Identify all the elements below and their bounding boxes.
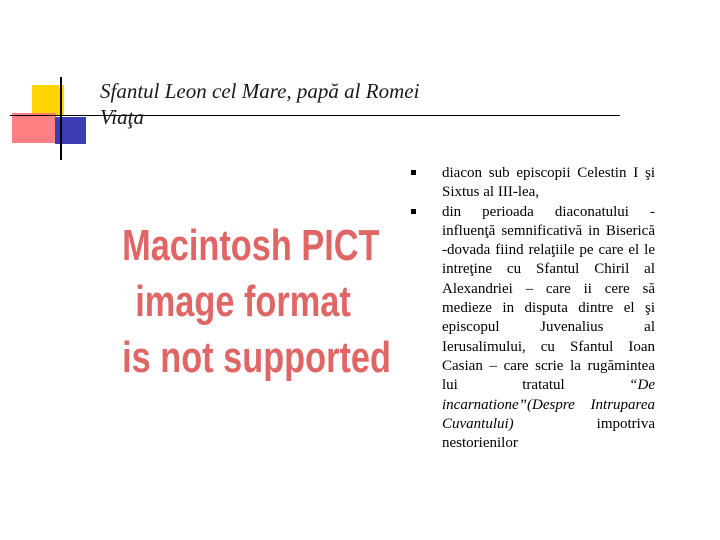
slide-title [100,78,419,130]
placeholder-line-3: is not supported [122,333,391,382]
title-line-2: Viaţa [100,105,144,129]
placeholder-line-2: image format [135,277,351,326]
list-item-text: diacon sub episcopii Celestin I şi Sixtus al III-lea, [442,165,655,201]
slide-logo-decoration [0,0,110,170]
bullet-icon [411,170,416,175]
list-item-tail: impotriva nestorienilor [442,415,655,452]
treatise-title: “De incarnatione”(Despre Intruparea Cuvantului) [442,377,655,432]
list-item [411,164,655,203]
red-square [12,113,56,143]
list-item [411,203,655,454]
title-line-1: Sfantul Leon cel Mare, papă al Romei [100,79,420,103]
vertical-rule [60,77,62,160]
placeholder-line-1: Macintosh PICT [122,221,380,270]
unsupported-image-placeholder [122,218,391,386]
list-item-text: din perioada diaconatului - influenţă semnificativă in Biserică -dovada fiind relaţiile pe care el le intreţine cu Sfantul Chiril al Alexandriei – care ii cere să medieze in disputa dintre el şi episcopul Juvenalius al Ierusalimului, cu Sfantul Ioan Casian – care scrie la rugămintea lui tratatul [442,203,655,394]
bullet-list [411,164,655,453]
bullet-icon [411,209,416,214]
